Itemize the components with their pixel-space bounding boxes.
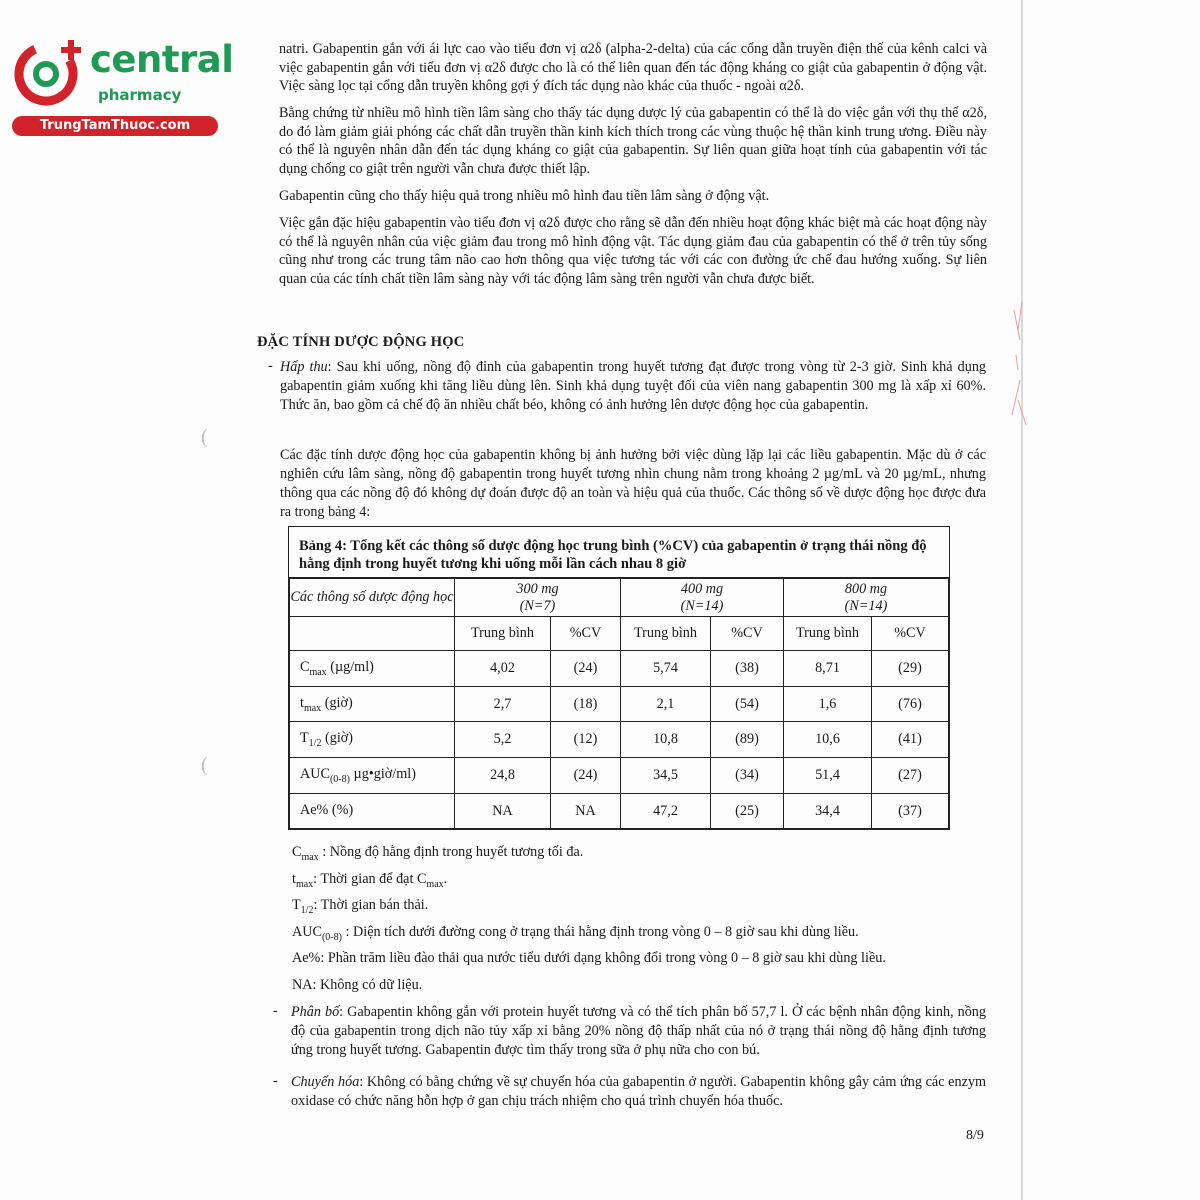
- bullet-dash: -: [273, 1003, 278, 1019]
- absorption-paragraph: [280, 358, 986, 415]
- value-cell: (54): [711, 687, 784, 722]
- empty-cell: [290, 617, 455, 651]
- distribution-text: : Gabapentin không gắn với protein huyết tương và có thể tích phân bố 57,7 l. Ở các bệnh nhân động kinh, nồng độ của gabapentin trong dịch não tủy xấp xỉ bằng 20% nồng độ thấp nhất của nó ở trạng thái nồng độ hằng định tương ứng trong huyết tương. Gabapentin được tìm thấy trong sữa ở phụ nữa cho con bú.: [291, 1004, 986, 1058]
- footnote: Ae%: Phần trăm liều đào thải qua nước tiểu dưới dạng không đổi trong vòng 0 – 8 giờ sau khi dùng liều.: [292, 950, 886, 966]
- dose-label: 300 mg: [516, 580, 559, 597]
- distribution-paragraph: [291, 1003, 986, 1060]
- cv-header: %CV: [551, 617, 621, 651]
- value-cell: 2,7: [455, 687, 551, 722]
- page-number: 8/9: [966, 1128, 984, 1143]
- page-edge-divider: [1021, 0, 1023, 1200]
- dose-header: [784, 579, 949, 617]
- value-cell: NA: [455, 794, 551, 829]
- table-footnotes: [292, 843, 886, 1002]
- cv-header: %CV: [711, 617, 784, 651]
- param-cell: $T_{1/2}$ (giờ): [290, 722, 455, 758]
- binder-hole-mark: (: [201, 426, 208, 448]
- param-cell: $t_{max}$ (giờ): [290, 687, 455, 722]
- value-cell: 8,71: [784, 651, 872, 687]
- distribution-label: Phân bố: [291, 1004, 340, 1020]
- table-row: [290, 651, 949, 687]
- param-cell: $AUC_{(0-8)}$ µg•giờ/ml): [290, 758, 455, 794]
- table-row: [290, 794, 949, 829]
- mean-header: Trung bình: [784, 617, 872, 651]
- absorption-label: Hấp thu: [280, 359, 328, 375]
- bullet-dash: -: [268, 358, 273, 374]
- value-cell: (25): [711, 794, 784, 829]
- dose-header: [621, 579, 784, 617]
- cv-header: %CV: [872, 617, 949, 651]
- value-cell: 34,5: [621, 758, 711, 794]
- mechanism-section: [279, 40, 987, 297]
- logo-name: central: [90, 38, 234, 81]
- table-row: [290, 758, 949, 794]
- table-row: [290, 687, 949, 722]
- value-cell: (18): [551, 687, 621, 722]
- dose-header: [455, 579, 621, 617]
- value-cell: 1,6: [784, 687, 872, 722]
- value-cell: 4,02: [455, 651, 551, 687]
- footnote: $AUC_{(0-8)}$ : Diện tích dưới đường cong ở trạng thái hằng định trong vòng 0 – 8 giờ sau khi dùng liều.: [292, 923, 859, 943]
- param-header: Các thông số dược động học: [290, 579, 455, 617]
- table-subheader-row: [290, 617, 949, 651]
- value-cell: (24): [551, 651, 621, 687]
- value-cell: 10,8: [621, 722, 711, 758]
- footnote: $t_{max}$: Thời gian để đạt $C_{max}$.: [292, 870, 448, 890]
- logo-website[interactable]: TrungTamThuoc.com: [12, 116, 218, 136]
- value-cell: (24): [551, 758, 621, 794]
- value-cell: 34,4: [784, 794, 872, 829]
- value-cell: 51,4: [784, 758, 872, 794]
- metabolism-label: Chuyển hóa: [291, 1074, 360, 1090]
- absorption-text: : Sau khi uống, nồng độ đỉnh của gabapentin trong huyết tương đạt được trong vòng từ 2-3 giờ. Sinh khả dụng gabapentin giảm xuống khi tăng liều dùng lên. Sinh khả dụng tuyệt đối của viên nang gabapentin 300 mg là xấp xỉ 60%. Thức ăn, bao gồm cả chế độ ăn nhiều chất béo, không có ảnh hưởng lên dược động học của gabapentin.: [280, 359, 987, 413]
- value-cell: 5,74: [621, 651, 711, 687]
- value-cell: (89): [711, 722, 784, 758]
- metabolism-paragraph: [291, 1073, 986, 1111]
- value-cell: 5,2: [455, 722, 551, 758]
- margin-stamp-mark: [1000, 300, 1040, 430]
- table-grid: [289, 578, 949, 829]
- value-cell: (12): [551, 722, 621, 758]
- footnote: $C_{max}$ : Nồng độ hằng định trong huyết tương tối đa.: [292, 844, 584, 863]
- paragraph: Việc gắn đặc hiệu gabapentin vào tiểu đơn vị α2δ được cho rằng sẽ dẫn đến nhiều hoạt động khác biệt mà các hoạt động này có thể là nguyên nhân của việc giảm đau trong mô hình động vật. Tác dụng giảm đau của gabapentin có thể ở trên tủy sống cũng như trong các trung tâm não cao hơn thông qua việc tương tác với các con đường ức chế đau hướng xuống. Sự liên quan của các tính chất tiền lâm sàng này với tác động lâm sàng trên người vẫn chưa được biết.: [279, 215, 987, 288]
- table-header-row: [290, 579, 949, 617]
- table-row: [290, 722, 949, 758]
- paragraph: Các đặc tính dược động học của gabapentin không bị ảnh hưởng bởi việc dùng lặp lại các liều gabapentin. Mặc dù ở các nghiên cứu lâm sàng, nồng độ gabapentin trong huyết tương nhìn chung nằm trong khoảng 2 µg/mL và 20 µg/mL, nhưng thông qua các nồng độ đó không dự đoán được độ an toàn và hiệu quả của thuốc. Các thông số về dược động học được đưa ra trong bảng 4:: [280, 447, 986, 520]
- value-cell: 10,6: [784, 722, 872, 758]
- group-size: (N=14): [844, 597, 888, 614]
- paragraph: Bằng chứng từ nhiều mô hình tiền lâm sàng cho thấy tác dụng dược lý của gabapentin có thể là do việc gắn với thụ thể α2δ, do đó làm giảm giải phóng các chất dẫn truyền thần kinh kích thích trong các vùng thuộc hệ thần kinh trung ương. Điều này có thể là nguyên nhân dẫn đến tác dụng kháng co giật của gabapentin. Sự liên quan giữa hoạt tính của gabapentin với tác dụng chống co giật trên người vẫn chưa được thiết lập.: [279, 105, 987, 178]
- value-cell: 47,2: [621, 794, 711, 829]
- param-cell: $C_{max}$ (µg/ml): [290, 651, 455, 687]
- group-size: (N=14): [680, 597, 724, 614]
- value-cell: (27): [872, 758, 949, 794]
- binder-hole-mark: (: [201, 754, 208, 776]
- value-cell: 2,1: [621, 687, 711, 722]
- logo-subtitle: pharmacy: [98, 86, 182, 104]
- param-cell: Ae% (%): [290, 794, 455, 829]
- value-cell: NA: [551, 794, 621, 829]
- value-cell: (76): [872, 687, 949, 722]
- value-cell: (37): [872, 794, 949, 829]
- central-pharmacy-logo: [10, 36, 234, 136]
- pharmacokinetic-table: [288, 526, 950, 830]
- mean-header: Trung bình: [455, 617, 551, 651]
- value-cell: (38): [711, 651, 784, 687]
- metabolism-text: : Không có bằng chứng về sự chuyển hóa của gabapentin ở người. Gabapentin không gây cảm ứng các enzym oxidase có chức năng hỗn hợp ở gan chịu trách nhiệm cho quá trình chuyển hóa thuốc.: [291, 1074, 986, 1109]
- value-cell: (41): [872, 722, 949, 758]
- table-title: Bảng 4: Tổng kết các thông số dược động học trung bình (%CV) của gabapentin ở trạng thái nồng độ hằng định trong huyết tương khi uống mỗi lần cách nhau 8 giờ: [289, 527, 949, 578]
- section-heading: ĐẶC TÍNH DƯỢC ĐỘNG HỌC: [257, 334, 465, 350]
- value-cell: (34): [711, 758, 784, 794]
- group-size: (N=7): [519, 597, 556, 614]
- dose-label: 800 mg: [844, 580, 888, 597]
- footnote: $T_{1/2}$: Thời gian bán thải.: [292, 897, 429, 916]
- footnote: NA: Không có dữ liệu.: [292, 976, 423, 993]
- pharmacy-cross-icon: [10, 36, 90, 116]
- paragraph: Gabapentin cũng cho thấy hiệu quả trong nhiều mô hình đau tiền lâm sàng ở động vật.: [279, 188, 770, 205]
- paragraph: natri. Gabapentin gắn với ái lực cao vào tiểu đơn vị α2δ (alpha-2-delta) của các cổng dẫn truyền điện thế của kênh calci và việc gabapentin gắn với tiểu đơn vị α2δ được cho là có thể liên quan đến tác động kháng co giật của gabapentin ở động vật. Việc sàng lọc tại cổng dẫn truyền không gợi ý đích tác dụng nào khác của thuốc - ngoài α2δ.: [279, 41, 987, 95]
- value-cell: (29): [872, 651, 949, 687]
- value-cell: 24,8: [455, 758, 551, 794]
- mean-header: Trung bình: [621, 617, 711, 651]
- dose-label: 400 mg: [680, 580, 724, 597]
- bullet-dash: -: [273, 1073, 278, 1089]
